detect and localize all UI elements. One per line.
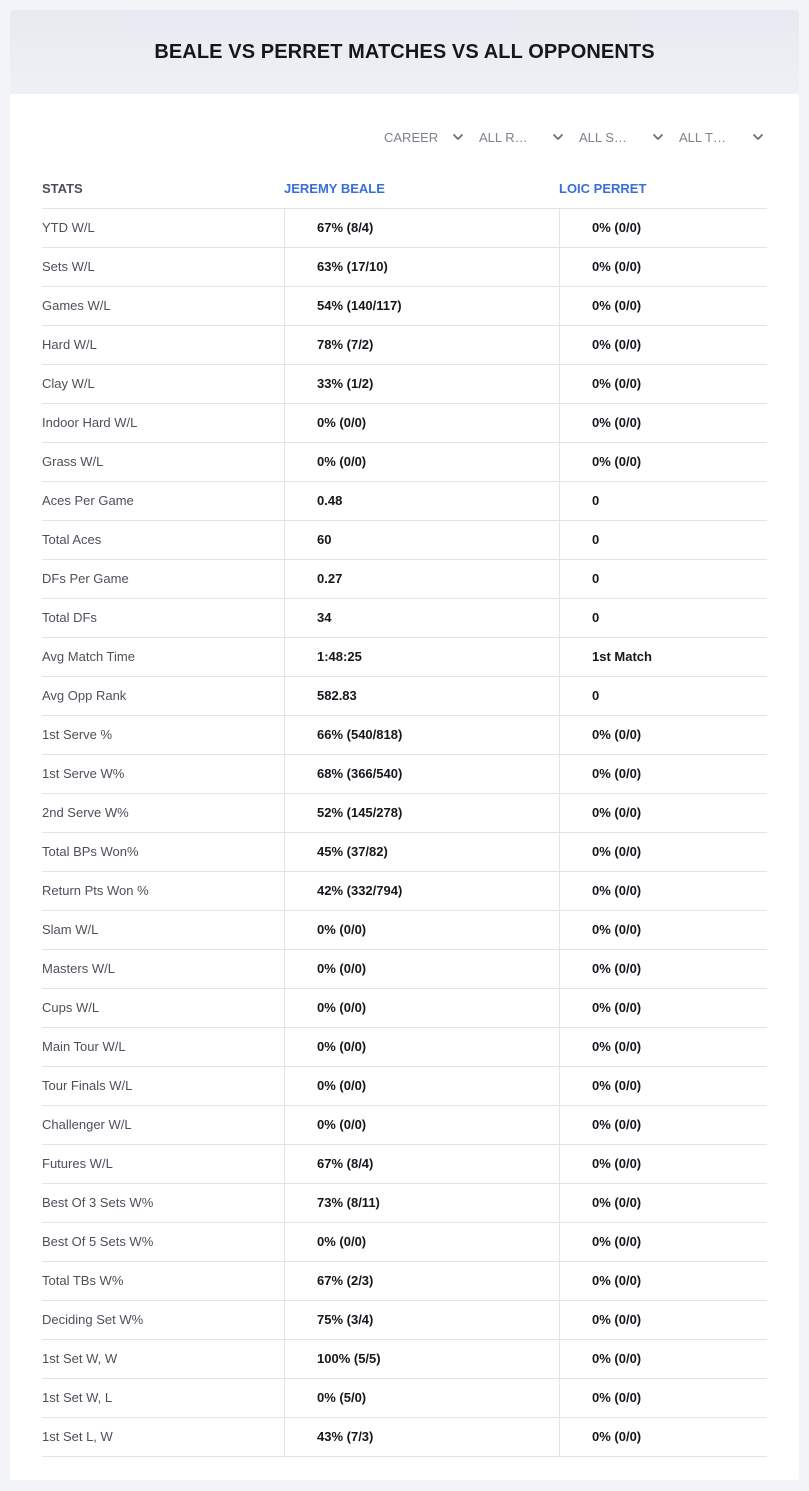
stat-label: 1st Serve % <box>42 727 113 742</box>
table-body <box>42 209 767 1457</box>
stat-label: Grass W/L <box>42 454 104 469</box>
table-row <box>42 1028 767 1067</box>
player-b-cell <box>559 1145 768 1183</box>
player-b-cell <box>559 1106 768 1144</box>
table-row <box>42 1145 767 1184</box>
stat-label: Total DFs <box>42 610 97 625</box>
player-b-cell <box>559 1340 768 1378</box>
player-a-value: 0.27 <box>317 571 343 586</box>
player-a-value: 66% (540/818) <box>317 727 403 742</box>
stats-card <box>10 10 799 1480</box>
table-row <box>42 677 767 716</box>
player-a-cell <box>284 599 560 637</box>
stat-label: Total BPs Won% <box>42 844 139 859</box>
page-title: BEALE VS PERRET MATCHES VS ALL OPPONENTS <box>154 40 655 63</box>
player-a-cell <box>284 1067 560 1105</box>
player-a-cell <box>284 833 560 871</box>
player-b-cell <box>559 599 768 637</box>
filter-tournament-select[interactable] <box>679 127 764 147</box>
player-a-cell <box>284 1262 560 1300</box>
player-a-value: 34 <box>317 610 332 625</box>
player-b-cell <box>559 404 768 442</box>
player-b-cell <box>559 1301 768 1339</box>
player-a-cell <box>284 1028 560 1066</box>
filter-label: CAREER <box>384 129 439 145</box>
player-b-value: 0% (0/0) <box>592 961 642 976</box>
player-b-value: 0% (0/0) <box>592 1000 642 1015</box>
player-a-value: 0.48 <box>317 493 343 508</box>
player-b-cell <box>559 326 768 364</box>
player-b-value: 0 <box>592 532 600 547</box>
stat-label: Games W/L <box>42 298 111 313</box>
player-a-cell <box>284 1340 560 1378</box>
player-b-value: 0% (0/0) <box>592 1117 642 1132</box>
table-row <box>42 599 767 638</box>
player-b-cell <box>559 872 768 910</box>
player-a-value: 78% (7/2) <box>317 337 374 352</box>
stat-label: Hard W/L <box>42 337 97 352</box>
table-row <box>42 1418 767 1457</box>
player-a-cell <box>284 560 560 598</box>
player-a-value: 73% (8/11) <box>317 1195 380 1210</box>
player-a-cell <box>284 521 560 559</box>
player-a-cell <box>284 911 560 949</box>
table-row <box>42 716 767 755</box>
stat-label: 1st Set W, W <box>42 1351 118 1366</box>
stat-label: Main Tour W/L <box>42 1039 126 1054</box>
player-b-value: 0% (0/0) <box>592 1078 642 1093</box>
table-row <box>42 443 767 482</box>
player-a-cell <box>284 872 560 910</box>
player-b-cell <box>559 716 768 754</box>
table-row <box>42 1223 767 1262</box>
player-a-value: 0% (0/0) <box>317 1234 367 1249</box>
player-b-link[interactable]: LOIC PERRET <box>559 181 647 196</box>
player-b-cell <box>559 677 768 715</box>
player-a-value: 63% (17/10) <box>317 259 388 274</box>
player-b-cell <box>559 950 768 988</box>
stat-label: Total Aces <box>42 532 102 547</box>
stat-label: Sets W/L <box>42 259 95 274</box>
filter-label: ALL R… <box>479 129 528 145</box>
player-a-cell <box>284 443 560 481</box>
table-row <box>42 794 767 833</box>
table-row <box>42 1067 767 1106</box>
chevron-down-icon <box>652 131 664 143</box>
player-b-cell <box>559 209 768 247</box>
table-row <box>42 1340 767 1379</box>
player-a-value: 0% (0/0) <box>317 922 367 937</box>
table-row <box>42 872 767 911</box>
player-b-value: 0 <box>592 688 600 703</box>
table-row <box>42 1184 767 1223</box>
filter-round-select[interactable] <box>479 127 564 147</box>
player-b-cell <box>559 755 768 793</box>
player-b-value: 0% (0/0) <box>592 454 642 469</box>
player-b-value: 0% (0/0) <box>592 1039 642 1054</box>
player-b-value: 0% (0/0) <box>592 1234 642 1249</box>
player-a-cell <box>284 716 560 754</box>
player-a-cell <box>284 287 560 325</box>
player-b-value: 0 <box>592 493 600 508</box>
player-a-cell <box>284 482 560 520</box>
player-a-cell <box>284 1145 560 1183</box>
filter-label: ALL S… <box>579 129 627 145</box>
table-row <box>42 482 767 521</box>
table-row <box>42 365 767 404</box>
player-b-value: 0% (0/0) <box>592 1195 642 1210</box>
table-row <box>42 1301 767 1340</box>
player-a-cell <box>284 989 560 1027</box>
player-a-cell <box>284 677 560 715</box>
stat-label: Total TBs W% <box>42 1273 124 1288</box>
card-header <box>10 10 799 94</box>
player-a-cell <box>284 1301 560 1339</box>
player-b-value: 0 <box>592 571 600 586</box>
player-a-cell <box>284 1106 560 1144</box>
player-b-value: 0% (0/0) <box>592 1429 642 1444</box>
stat-label: Aces Per Game <box>42 493 134 508</box>
player-a-value: 0% (0/0) <box>317 961 367 976</box>
stat-label: Deciding Set W% <box>42 1312 144 1327</box>
player-a-link[interactable]: JEREMY BEALE <box>284 181 385 196</box>
player-b-cell <box>559 1184 768 1222</box>
player-b-cell <box>559 365 768 403</box>
player-b-value: 0% (0/0) <box>592 220 642 235</box>
player-b-value: 0% (0/0) <box>592 727 642 742</box>
player-b-cell <box>559 638 768 676</box>
player-b-value: 0% (0/0) <box>592 337 642 352</box>
table-row <box>42 638 767 677</box>
player-a-value: 68% (366/540) <box>317 766 403 781</box>
player-b-cell <box>559 248 768 286</box>
player-a-value: 0% (0/0) <box>317 1078 367 1093</box>
player-b-value: 0% (0/0) <box>592 766 642 781</box>
player-a-value: 0% (0/0) <box>317 1000 367 1015</box>
player-a-value: 60 <box>317 532 332 547</box>
player-b-value: 0 <box>592 610 600 625</box>
player-a-cell <box>284 326 560 364</box>
table-row <box>42 248 767 287</box>
table-row <box>42 950 767 989</box>
stats-column-header: STATS <box>42 181 83 196</box>
table-row <box>42 989 767 1028</box>
stats-table <box>42 169 767 1457</box>
player-a-value: 75% (3/4) <box>317 1312 374 1327</box>
player-b-cell <box>559 1067 768 1105</box>
stat-label: Best Of 5 Sets W% <box>42 1234 154 1249</box>
player-b-value: 0% (0/0) <box>592 1390 642 1405</box>
player-a-value: 0% (0/0) <box>317 1117 367 1132</box>
player-a-value: 0% (0/0) <box>317 454 367 469</box>
table-row <box>42 404 767 443</box>
player-a-cell <box>284 1379 560 1417</box>
table-row <box>42 326 767 365</box>
player-b-cell <box>559 1418 768 1456</box>
table-header <box>42 169 767 209</box>
player-b-cell <box>559 482 768 520</box>
player-b-cell <box>559 1379 768 1417</box>
player-b-cell <box>559 1028 768 1066</box>
player-a-value: 33% (1/2) <box>317 376 374 391</box>
player-b-cell <box>559 287 768 325</box>
stat-label: Challenger W/L <box>42 1117 132 1132</box>
player-b-value: 0% (0/0) <box>592 259 642 274</box>
player-b-cell <box>559 1223 768 1261</box>
player-b-cell <box>559 794 768 832</box>
player-b-value: 0% (0/0) <box>592 1312 642 1327</box>
table-row <box>42 1262 767 1301</box>
player-b-value: 0% (0/0) <box>592 415 642 430</box>
stat-label: YTD W/L <box>42 220 95 235</box>
player-a-cell <box>284 638 560 676</box>
stat-label: Masters W/L <box>42 961 115 976</box>
player-a-cell <box>284 755 560 793</box>
table-row <box>42 560 767 599</box>
stat-label: Best Of 3 Sets W% <box>42 1195 154 1210</box>
player-b-value: 0% (0/0) <box>592 298 642 313</box>
chevron-down-icon <box>552 131 564 143</box>
player-b-value: 0% (0/0) <box>592 1273 642 1288</box>
player-b-cell <box>559 560 768 598</box>
player-a-cell <box>284 248 560 286</box>
player-b-cell <box>559 833 768 871</box>
player-b-value: 1st Match <box>592 649 652 664</box>
stat-label: Clay W/L <box>42 376 95 391</box>
chevron-down-icon <box>452 131 464 143</box>
player-a-value: 43% (7/3) <box>317 1429 374 1444</box>
stat-label: Avg Opp Rank <box>42 688 127 703</box>
filter-surface-select[interactable] <box>579 127 664 147</box>
stat-label: Return Pts Won % <box>42 883 149 898</box>
player-a-value: 67% (2/3) <box>317 1273 374 1288</box>
player-a-value: 67% (8/4) <box>317 220 374 235</box>
player-b-value: 0% (0/0) <box>592 844 642 859</box>
filter-bar <box>10 127 799 147</box>
table-row <box>42 209 767 248</box>
stat-label: 1st Set L, W <box>42 1429 113 1444</box>
table-row <box>42 911 767 950</box>
player-a-cell <box>284 1223 560 1261</box>
player-a-cell <box>284 404 560 442</box>
player-a-value: 54% (140/117) <box>317 298 402 313</box>
player-a-value: 0% (0/0) <box>317 1039 367 1054</box>
player-b-value: 0% (0/0) <box>592 376 642 391</box>
player-b-value: 0% (0/0) <box>592 805 642 820</box>
stat-label: 2nd Serve W% <box>42 805 129 820</box>
stat-label: Indoor Hard W/L <box>42 415 138 430</box>
player-a-cell <box>284 1418 560 1456</box>
player-b-cell <box>559 1262 768 1300</box>
player-a-value: 0% (0/0) <box>317 415 367 430</box>
player-a-cell <box>284 794 560 832</box>
table-row <box>42 287 767 326</box>
player-a-cell <box>284 209 560 247</box>
player-b-cell <box>559 521 768 559</box>
player-a-value: 0% (5/0) <box>317 1390 367 1405</box>
player-b-value: 0% (0/0) <box>592 922 642 937</box>
table-row <box>42 1379 767 1418</box>
stat-label: Cups W/L <box>42 1000 100 1015</box>
player-b-cell <box>559 911 768 949</box>
stat-label: Futures W/L <box>42 1156 113 1171</box>
player-b-cell <box>559 443 768 481</box>
player-a-cell <box>284 950 560 988</box>
player-b-value: 0% (0/0) <box>592 1351 642 1366</box>
filter-label: ALL T… <box>679 129 726 145</box>
chevron-down-icon <box>752 131 764 143</box>
player-a-value: 100% (5/5) <box>317 1351 381 1366</box>
stat-label: 1st Set W, L <box>42 1390 113 1405</box>
player-a-value: 52% (145/278) <box>317 805 403 820</box>
player-a-value: 67% (8/4) <box>317 1156 374 1171</box>
player-b-cell <box>559 989 768 1027</box>
stat-label: Tour Finals W/L <box>42 1078 133 1093</box>
filter-career-select[interactable] <box>384 127 464 147</box>
stat-label: Slam W/L <box>42 922 99 937</box>
player-b-value: 0% (0/0) <box>592 1156 642 1171</box>
table-row <box>42 1106 767 1145</box>
table-row <box>42 755 767 794</box>
player-a-cell <box>284 365 560 403</box>
player-a-cell <box>284 1184 560 1222</box>
stat-label: 1st Serve W% <box>42 766 125 781</box>
player-a-value: 582.83 <box>317 688 357 703</box>
player-b-value: 0% (0/0) <box>592 883 642 898</box>
table-row <box>42 521 767 560</box>
player-a-value: 45% (37/82) <box>317 844 388 859</box>
stat-label: DFs Per Game <box>42 571 129 586</box>
stat-label: Avg Match Time <box>42 649 135 664</box>
table-row <box>42 833 767 872</box>
player-a-value: 1:48:25 <box>317 649 362 664</box>
player-a-value: 42% (332/794) <box>317 883 403 898</box>
